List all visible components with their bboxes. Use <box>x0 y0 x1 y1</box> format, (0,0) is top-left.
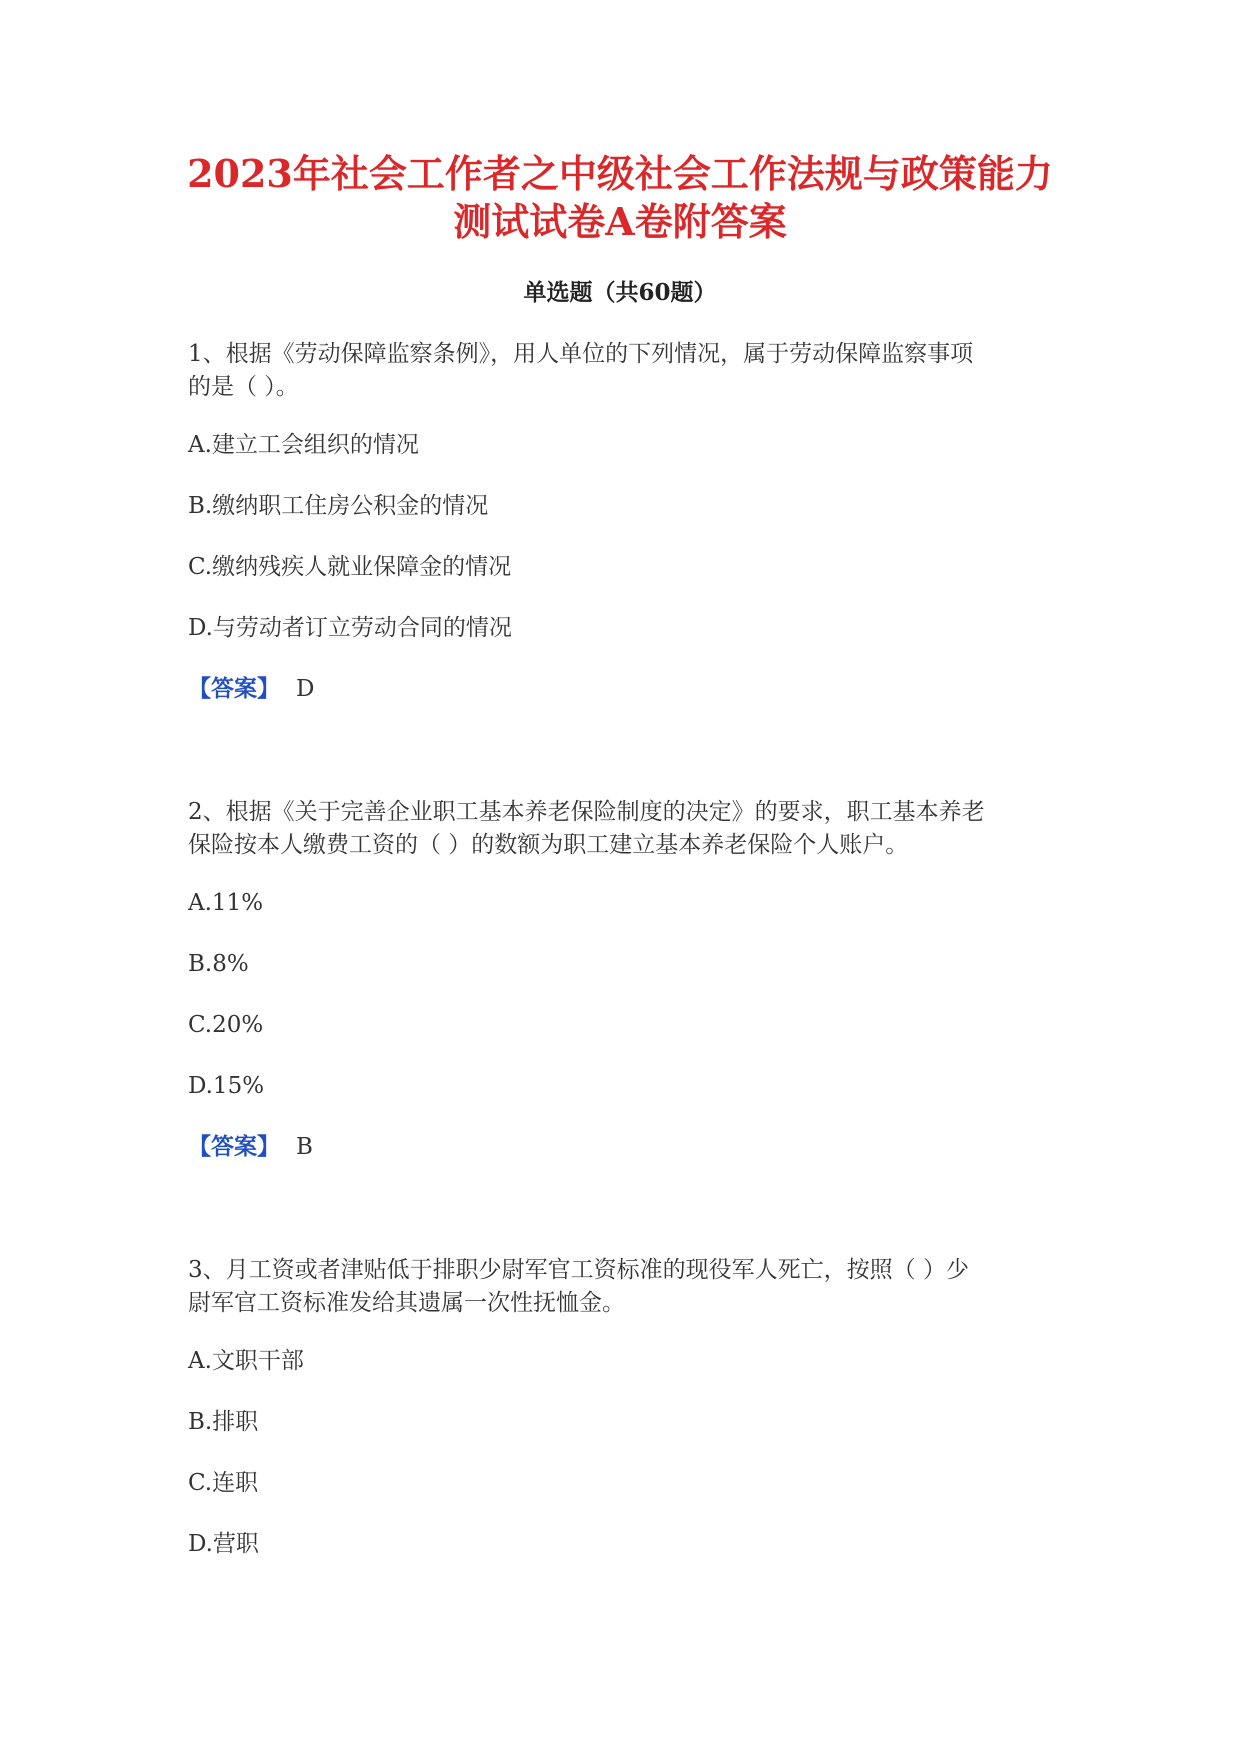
answer-label: 【答案】 <box>188 675 280 702</box>
question-3-stem-line2: 尉军官工资标准发给其遗属一次性抚恤金。 <box>188 1290 625 1316</box>
question-2-option-a: A.11% <box>188 890 264 916</box>
question-1-stem-line1: 1、根据《劳动保障监察条例》，用人单位的下列情况，属于劳动保障监察事项 <box>188 341 974 367</box>
question-2-stem <box>188 796 1058 862</box>
question-1-option-c: C.缴纳残疾人就业保障金的情况 <box>188 554 512 580</box>
question-1-stem <box>188 338 1058 404</box>
question-3-stem <box>188 1254 1058 1320</box>
question-3-option-d: D.营职 <box>188 1531 259 1557</box>
question-1-answer <box>188 674 314 704</box>
question-3-option-c: C.连职 <box>188 1470 259 1496</box>
question-1-option-b: B.缴纳职工住房公积金的情况 <box>188 493 489 519</box>
answer-value: D <box>296 676 315 702</box>
question-1-option-d: D.与劳动者订立劳动合同的情况 <box>188 615 512 641</box>
question-1-option-a: A.建立工会组织的情况 <box>188 432 419 458</box>
question-2-option-d: D.15% <box>188 1073 265 1099</box>
question-2-option-b: B.8% <box>188 951 249 977</box>
question-1-stem-line2: 的是（ ）。 <box>188 374 299 400</box>
page-title <box>0 150 1240 246</box>
question-2-answer <box>188 1132 313 1162</box>
question-2-stem-line1: 2、根据《关于完善企业职工基本养老保险制度的决定》的要求，职工基本养老 <box>188 799 985 825</box>
question-2-stem-line2: 保险按本人缴费工资的（ ）的数额为职工建立基本养老保险个人账户。 <box>188 832 909 858</box>
answer-value: B <box>296 1134 313 1160</box>
question-3-option-b: B.排职 <box>188 1409 259 1435</box>
page-title-line2: 测试试卷A卷附答案 <box>453 199 787 244</box>
answer-label: 【答案】 <box>188 1133 280 1160</box>
question-2-option-c: C.20% <box>188 1012 264 1038</box>
question-3-stem-line1: 3、月工资或者津贴低于排职少尉军官工资标准的现役军人死亡，按照（ ）少 <box>188 1257 969 1283</box>
page-title-line1: 2023年社会工作者之中级社会工作法规与政策能力 <box>187 151 1053 196</box>
section-title: 单选题（共60题） <box>523 279 717 306</box>
question-3-option-a: A.文职干部 <box>188 1348 304 1374</box>
